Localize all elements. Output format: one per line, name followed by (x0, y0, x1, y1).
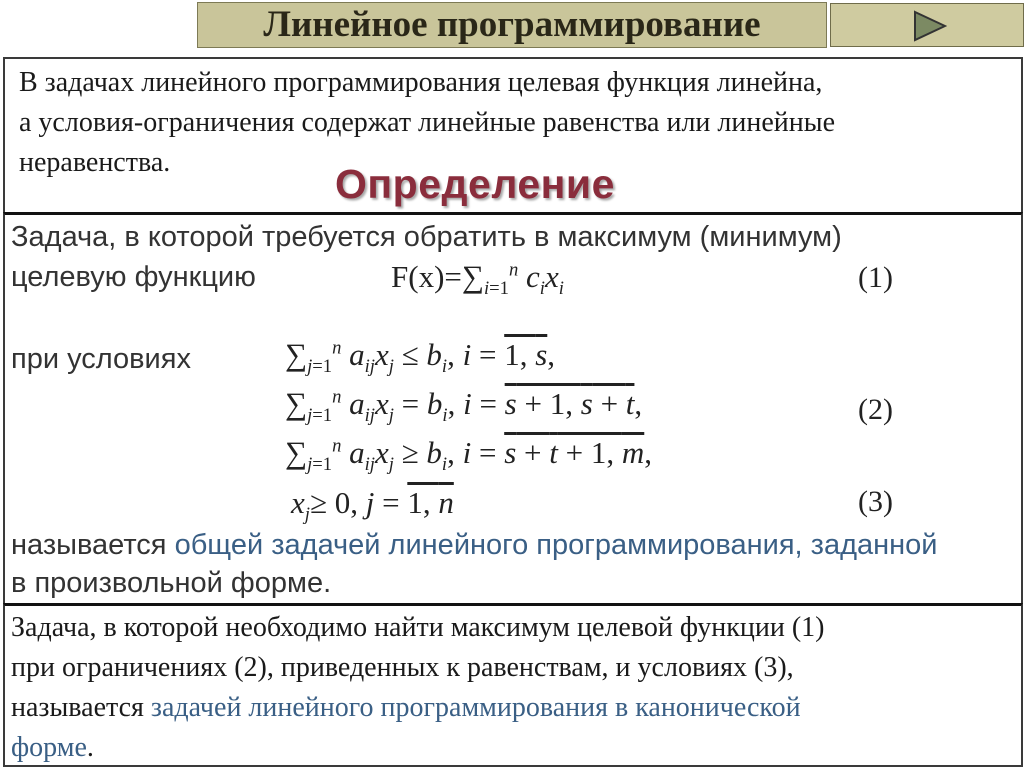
general-lp-term: общей задачей линейного программирования, заданной (174, 529, 938, 561)
definition-line-1: Задача, в которой требуется обратить в максимум (минимум) (11, 221, 842, 253)
objective-label: F(x)= (391, 259, 462, 294)
objective-formula: $F(x)=\sum_{i=1}^n$ $c_ix_i$ (391, 259, 564, 300)
canonical-lp-term: задачей линейного программирования в канонической (150, 692, 801, 723)
play-triangle-icon (913, 10, 947, 42)
conditions-label: при условиях (11, 343, 191, 375)
called-prefix: называется (11, 529, 175, 561)
canonical-line-1: Задача, в которой необходимо найти максимум целевой функции (1) (11, 612, 825, 643)
definition-heading: Определение (335, 161, 615, 207)
slide-header (0, 0, 1024, 52)
constraint-ge: $\sum_{j=1}^n$ $a_{ij}x_j \ge b_i$, i = s + t + 1, m, (285, 435, 653, 476)
equation-number-1: (1) (858, 261, 893, 294)
definition-line-2: целевую функцию (11, 261, 256, 293)
intro-line-3: неравенства. (19, 147, 171, 178)
nonnegativity-condition: $x_j\ge 0$, j = 1, n (291, 485, 454, 526)
canonical-line-4 (11, 728, 94, 768)
definition-box (3, 212, 1023, 606)
canonical-form-term: форме (11, 732, 87, 763)
canonical-period: . (86, 732, 94, 763)
definition-called-line-1 (11, 529, 937, 562)
canonical-box (3, 603, 1023, 767)
intro-line-2: а условия-ограничения содержат линейные равенства или линейные (19, 107, 835, 138)
equation-number-2: (2) (858, 393, 893, 426)
canonical-called-prefix: называется (11, 692, 151, 723)
equation-number-3: (3) (858, 485, 893, 518)
constraint-eq: $\sum_{j=1}^n$ $a_{ij}x_j = b_i$, i = s + 1, s + t, (285, 386, 643, 427)
intro-line-1: В задачах линейного программирования целевая функция линейна, (19, 67, 823, 98)
constraint-le: $\sum_{j=1}^n$ $a_{ij}x_j \le b_i$, i = 1, s, (285, 337, 556, 378)
next-slide-button[interactable] (830, 3, 1024, 47)
definition-called-line-2: в произвольной форме. (11, 567, 332, 599)
canonical-line-2: при ограничениях (2), приведенных к равенствам, и условиях (3), (11, 652, 794, 683)
canonical-line-3 (11, 688, 801, 728)
slide-title: Линейное программирование (263, 4, 761, 45)
